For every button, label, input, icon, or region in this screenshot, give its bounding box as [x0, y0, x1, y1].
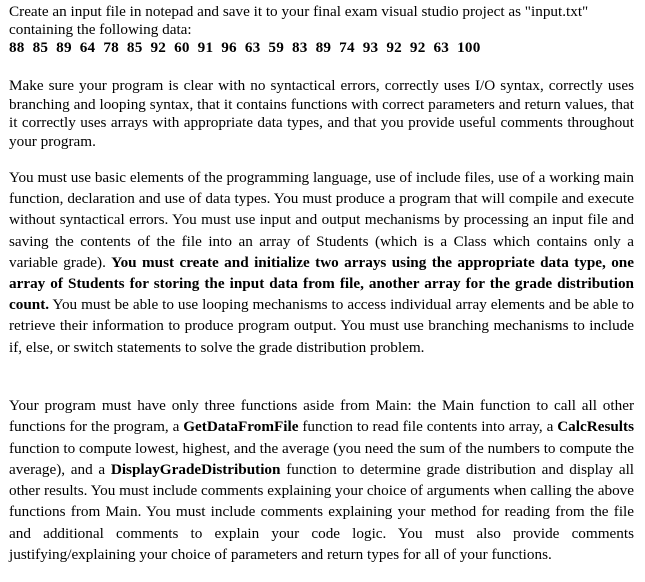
function-name-getdatafromfile: GetDataFromFile: [183, 418, 299, 436]
paragraph-functions-text-2: function to read file contents into array, a: [298, 418, 558, 436]
paragraph-functions-text-1: Your program must have only three functions aside from Main: the Main function to call all other functions for the program, a: [9, 397, 634, 436]
input-data-line: 88 85 89 64 78 85 92 60 91 96 63 59 83 89 74 93 92 92 63 100: [9, 39, 481, 56]
paragraph-requirements: Make sure your program is clear with no syntactical errors, correctly uses I/O syntax, correctly uses branching and looping syntax, that it contains functions with correct parameters and return values, that it correctly uses arrays with appropriate data types, and that you provide useful comments throughout your program.: [9, 77, 634, 150]
function-name-calcresults: CalcResults: [557, 418, 634, 436]
function-name-displaygradedistribution: DisplayGradeDistribution: [110, 460, 281, 478]
paragraph-elements-bold: You must create and initialize two arrays using the appropriate data type, one array of Students for storing the input data from file, another array for the grade distribution count.: [9, 253, 634, 314]
intro-line-2: containing the following data:: [9, 21, 192, 38]
paragraph-functions: [9, 395, 634, 565]
paragraph-elements: [9, 167, 634, 358]
paragraph-functions-text-4: function to determine grade distribution and display all other results. You must include comments explaining your choice of arguments when calling the above functions from Main. You must include comments explaining your method for reading from the file and additional comments to explain your code logic. You must also provide comments justifying/explaining your choice of parameters and return types for all of your functions.: [9, 460, 635, 564]
paragraph-elements-text-1: You must use basic elements of the programming language, use of include files, use of a working main function, declaration and use of data types. You must produce a program that will compile and execute without syntactical errors. You must use input and output mechanisms by processing an input file and saving the contents of the file into an array of Students (which is a Class which contains only a variable grade).: [9, 169, 634, 271]
paragraph-elements-text-2: You must be able to use looping mechanisms to access individual array elements and be able to retrieve their information to produce program output. You must use branching mechanisms to include if, else, or switch statements to solve the grade distribution problem.: [9, 296, 634, 356]
intro-line-1: Create an input file in notepad and save it to your final exam visual studio project as "input.txt": [9, 3, 589, 20]
paragraph-functions-text-3: function to compute lowest, highest, and the average (you need the sum of the numbers to compute the average), and a: [9, 439, 634, 478]
